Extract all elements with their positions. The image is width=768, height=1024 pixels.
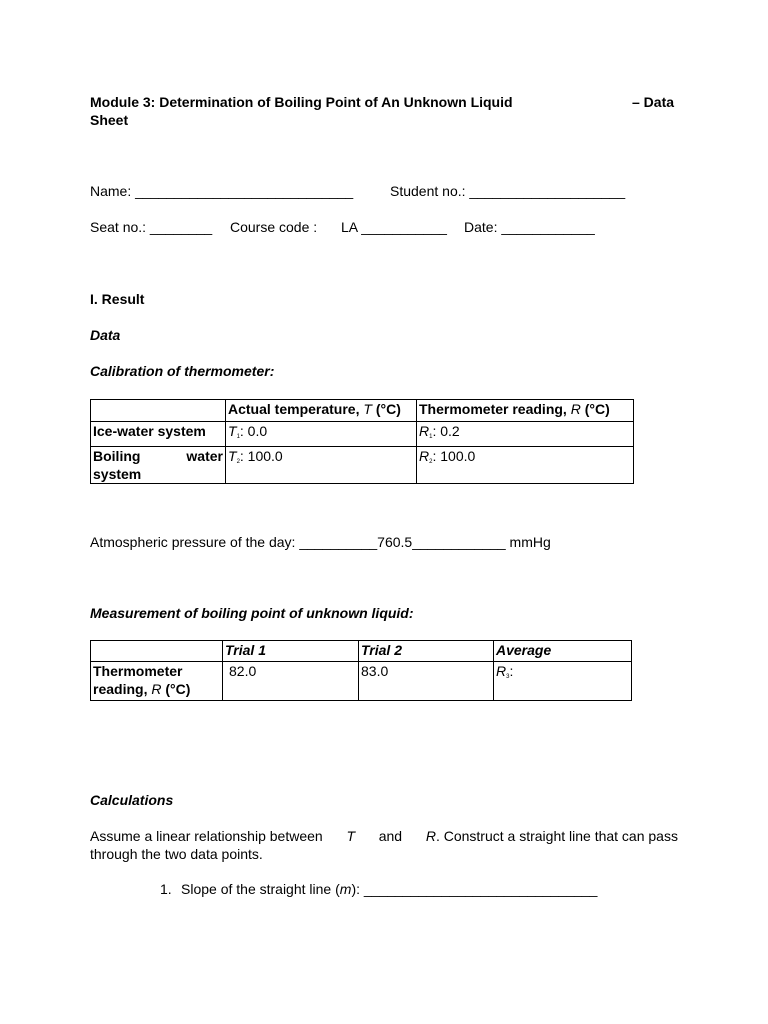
- table-cell: [91, 641, 223, 662]
- slope-field[interactable]: Slope of the straight line (m): ______________________________: [181, 881, 598, 897]
- row-label-boiling-water: Boiling water system: [91, 447, 226, 484]
- course-code-label: Course code :: [230, 219, 318, 235]
- seat-no-field[interactable]: Seat no.: ________: [90, 219, 213, 235]
- result-heading: I. Result: [90, 291, 145, 307]
- table-row: [91, 662, 632, 701]
- course-code-field[interactable]: LA ___________: [341, 219, 447, 235]
- calculations-paragraph-line1: Assume a linear relationship between T and R. Construct a straight line that can pass: [90, 828, 678, 844]
- calibration-table: [90, 399, 634, 484]
- calculations-paragraph-line2: through the two data points.: [90, 846, 263, 862]
- list-item-number: 1.: [160, 881, 172, 897]
- cell-t2: $T_2$: 100.0: [226, 447, 417, 484]
- date-field[interactable]: Date: ____________: [464, 219, 595, 235]
- calibration-heading: Calibration of thermometer:: [90, 363, 275, 379]
- name-field[interactable]: Name: ____________________________: [90, 183, 354, 199]
- page-title-suffix: – Data: [632, 94, 675, 110]
- header-trial-1: Trial 1: [223, 641, 359, 662]
- page-title: Module 3: Determination of Boiling Point of An Unknown Liquid: [90, 94, 513, 110]
- header-thermometer-reading: Thermometer reading, R (°C): [417, 400, 634, 422]
- table-header-row: [91, 641, 632, 662]
- cell-r2: $R_2$: 100.0: [417, 447, 634, 484]
- table-row: [91, 422, 634, 447]
- data-heading: Data: [90, 327, 121, 343]
- cell-t1: $T_1$: 0.0: [226, 422, 417, 447]
- table-cell: [91, 400, 226, 422]
- cell-trial-2: 83.0: [359, 662, 494, 701]
- row-label-ice-water: Ice-water system: [91, 422, 226, 447]
- header-average: Average: [494, 641, 632, 662]
- cell-r1: $R_1$: 0.2: [417, 422, 634, 447]
- measurement-heading: Measurement of boiling point of unknown liquid:: [90, 605, 414, 621]
- cell-average: $R_3$:: [494, 662, 632, 701]
- table-row: [91, 447, 634, 484]
- student-no-field[interactable]: Student no.: ____________________: [390, 183, 626, 199]
- page-title-line2: Sheet: [90, 112, 129, 128]
- row-label-thermometer-reading: Thermometer reading, R (°C): [91, 662, 223, 701]
- header-actual-temperature: Actual temperature, T (°C): [226, 400, 417, 422]
- header-trial-2: Trial 2: [359, 641, 494, 662]
- measurement-table: [90, 640, 632, 701]
- atmospheric-pressure-field[interactable]: Atmospheric pressure of the day: __________760.5____________ mmHg: [90, 534, 551, 550]
- calculations-heading: Calculations: [90, 792, 174, 808]
- cell-trial-1: 82.0: [223, 662, 359, 701]
- table-header-row: [91, 400, 634, 422]
